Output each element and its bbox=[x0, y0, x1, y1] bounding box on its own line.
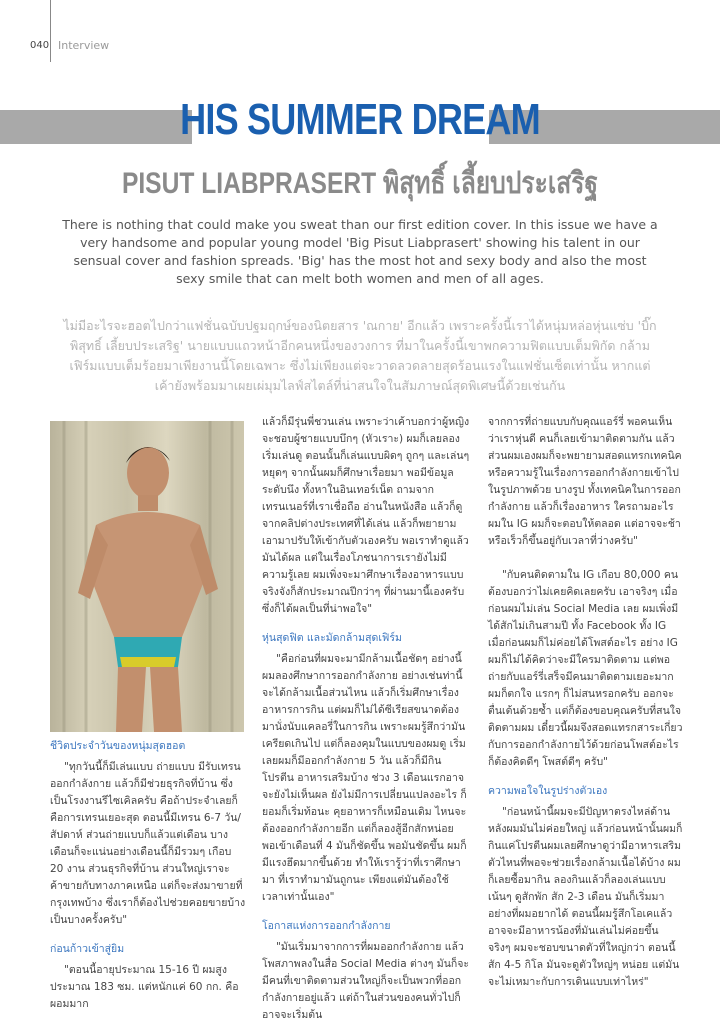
subheading: ก่อนก้าวเข้าสู่ยิม bbox=[50, 943, 125, 955]
column-1 bbox=[50, 738, 246, 1013]
article-title: HIS SUMMER DREAM bbox=[180, 95, 540, 144]
article-subtitle: PISUT LIABPRASERT พิสุทธิ์ เลี้ยบประเสริฐ bbox=[121, 167, 599, 200]
section-label: Interview bbox=[58, 39, 110, 52]
subheading: โอกาสแห่งการออกกำลังกาย bbox=[262, 920, 391, 932]
paragraph: "ก่อนหน้านี้ผมจะมีปัญหาตรงไหล่ด้านหลังผมมันไม่ค่อยใหญ่ แล้วก่อนหน้านั้นผมก็กินแค่โปรตีนผมเลยศึกษาดูว่ามีอาหารเสริมตัวไหนที่พอจะช่วยเรื่องกล้ามเนื้อได้บ้าง ผมก็เลยซื้อมากิน ลองกินแล้วก็ลองเล่นแบบเน้นๆ ดูสักพัก สัก 2-3 เดือน มันก็เริ่มมาอย่างที่ผมอยากได้ ตอนนี้ผมรู้สึกโอเคแล้ว อาจจะมีอาหารน้องที่มันเล่นไม่ค่อยขึ้น จริงๆ ผมจะชอบขนาดตัวที่ใหญ่กว่า ตอนนี้สัก 4-5 กิโล มันจะดูตัวใหญ่ๆ หน่อย แต่มันจะไม่เหมาะกับการเดินแบบเท่าไหร่" bbox=[488, 806, 683, 988]
paragraph: "มันเริ่มมาจากการที่ผมออกกำลังกาย แล้วโพสภาพลงในสื่อ Social Media ต่างๆ มันก็จะมีคนที่เขาติดตามส่วนใหญ่ก็จะเป็นพวกที่ออกกำลังกายอยู่แล้ว แต่ถ้าในส่วนของคนทั่วไปก็อาจจะเริ่มต้น bbox=[262, 941, 470, 1021]
column-3 bbox=[488, 414, 684, 991]
paragraph: แล้วก็มีรุ่นพี่ชวนเล่น เพราะว่าเค้าบอกว่าผู้หญิงจะชอบผู้ชายแบบบึกๆ (หัวเราะ) ผมก็เลยลองเริ่มเล่นดู ตอนนั้นก็เล่นแบบผิดๆ ถูกๆ และเล่นๆ หยุดๆ จากนั้นผมก็ศึกษาเรื่อยมา พอมีข้อมูลระดับนึง ทั้งหาในอินเทอร์เน็ต ถามจากเทรนเนอร์ที่เราเชื่อถือ อ่านในหนังสือ แล้วก็ดูจากคลิปต่างประเทศที่ได้เล่น แล้วก็พยายามเอามาปรับให้เข้ากับตัวเองครับ พอเราทำดูแล้วมันได้ผล แต่ในเรื่องโภชนาการเรายังไม่มีความรู้เลย ผมเพิ่งจะมาศึกษาเรื่องอาหารแบบจริงจังก็สักประมาณปีกว่าๆ ที่ผ่านมานี้เองครับ ซึ่งก็ได้ผลเป็นที่น่าพอใจ" bbox=[262, 416, 470, 615]
intro-english: There is nothing that could make you sweat than our first edition cover. In this issue we have a very handsome and popular young model 'Big Pisut Liabprasert' showing his talent in our sensual cover and fashion spreads. 'Big' has the most hot and sexy body and also the most sexy smile that can melt both women and men of all ages. bbox=[62, 217, 658, 286]
subheading: หุ่นสุดฟิต และมัดกล้ามสุดเฟิร์ม bbox=[262, 632, 402, 644]
page-number: 040 bbox=[30, 40, 50, 51]
paragraph: "ตอนนี้อายุประมาณ 15-16 ปี ผมสูงประมาณ 183 ซม. แต่หนักแค่ 60 กก. คือผอมมาก bbox=[50, 964, 239, 1010]
paragraph: "คือก่อนที่ผมจะมามีกล้ามเนื้อชัดๆ อย่างนี้ ผมลองศึกษาการออกกำลังกาย อย่างเช่นท่านี้จะได้กล้ามเนื้อส่วนไหน แล้วก็เริ่มศึกษาเรื่องอาหารการกิน แต่ผมก็ไม่ได้ซีเรียสขนาดต้องมานั่งนับแคลอรี่ในการกิน เพราะผมรู้สึกว่ามันเครียดเกินไป แต่ก็ลองคุมในแบบของผมดู เริ่มเลยผมก็มีออกกำลังกาย 5 วัน แล้วก็มีกินโปรตีน อาหารเสริมบ้าง ช่วง 3 เดือนแรกอาจจะยังไม่เห็นผล ยังไม่มีการเปลี่ยนแปลงอะไร ก็ยอมก็เริ่มท้อนะ คุยอาหารก็เหมือนเดิม ไหนจะต้องออกกำลังกายอีก แต่ก็ลองสู้อีกสักหน่อย พอเข้าเดือนที่ 4 มันก็ชัดขึ้น พอมันชัดขึ้น ผมก็มีแรงฮึดมากขึ้นด้วย ทำให้เรารู้ว่าที่เราศึกษามา ที่เราทำมามันถูกนะ เพียงแต่มันต้องใช้เวลาเท่านั้นเอง" bbox=[262, 653, 467, 903]
subheading: ความพอใจในรูปร่างตัวเอง bbox=[488, 785, 608, 797]
paragraph: จากการที่ถ่ายแบบกับคุณแอร์รี่ พอคนเห็นว่าเราหุ่นดี คนก็เลยเข้ามาติดตามกัน แล้วส่วนผมเองผมก็จะพยายามสอดแทรกเทคนิค หรือความรู้ในเรื่องการออกกำลังกายเข้าไปในรูปภาพด้วย บางรูป ทั้งเทคนิคในการออกกำลังกาย แล้วก็เรื่องอาหาร ใครถามอะไรผมใน IG ผมก็จะตอบให้ตลอด แต่อาจจะช้าหรือเร็วก็ขึ้นอยู่กับเวลาที่ว่างครับ" bbox=[488, 416, 682, 547]
header-rule bbox=[50, 0, 51, 62]
model-photo bbox=[50, 421, 244, 732]
column-2 bbox=[262, 414, 470, 1024]
paragraph: "กับคนติดตามใน IG เกือบ 80,000 คน ต้องบอกว่าไม่เคยคิดเลยครับ เอาจริงๆ เมื่อก่อนผมไม่เล่น Social Media เลย ผมเพิ่งมีได้สักไม่เกินสามปี ทั้ง Facebook ทั้ง IG เมื่อก่อนผมก็ไม่ค่อยได้โพสต์อะไร อย่าง IG ผมก็ไม่ได้คิดว่าจะมีใครมาติดตาม แต่พอถ่ายกับแอร์รี่เสร็จมีคนมาติดตามเยอะมาก ผมก็ตกใจ แรกๆ ก็ไม่สนหรอกครับ ออกจะตื่นเต้นด้วยซ้ำ แต่ก็ต้องขอบคุณครับที่สนใจติดตามผม เดี๋ยวนี้ผมจึงสอดแทรกสาระเกี่ยวกับการออกกำลังกายไว้ด้วยก่อนโพสต์อะไรก็ต้องคิดดีๆ โพสต์ดีๆ ครับ" bbox=[488, 569, 683, 768]
subheading: ชีวิตประจำวันของหนุ่มสุดฮอต bbox=[50, 740, 186, 752]
paragraph: "ทุกวันนี้ก็มีเล่นแบบ ถ่ายแบบ มีรับเทรนออกกำลังกาย แล้วก็มีช่วยธุรกิจที่บ้าน ซึ่งเป็นโรงงานรีไซเคิลครับ คือถ้าประจำเลยก็คือการเทรนเยอะสุด ตอนนี้มีเทรน 6-7 วัน/สัปดาห์ ส่วนถ่ายแบบก็แล้วแต่เดือน บางเดือนก็จะแน่นอย่างเดือนนี้ก็มีรวมๆ เกือบ 20 งาน ส่วนธุรกิจที่บ้าน ส่วนใหญ่เราจะค้าขายกับทางภาคเหนือ แต่ก็จะส่งมาขายที่กรุงเทพบ้าง ซึ่งเราก็ต้องไปช่วยคอยขายบ้างเป็นบางครั้งครับ" bbox=[50, 761, 246, 926]
intro-thai: ไม่มีอะไรจะฮอตไปกว่าแฟชั่นฉบับปฐมฤกษ์ของนิตยสาร 'ณกาย' อีกแล้ว เพราะครั้งนี้เราได้หนุ่มหล่อหุ่นแซ่บ 'บิ๊ก พิสุทธิ์ เลี้ยบประเสริฐ' นายแบบแถวหน้าอีกคนหนึ่งของวงการ ที่มาในครั้งนี้เขาพกความฟิตแบบเต็มพิกัด กล้ามเฟิร์มแบบเต็มร้อยมาเพียงานนี้โดยเฉพาะ ซึ่งไม่เพียงแต่จะวาดลวดลายสุดร้อนแรงในแฟชั่นเซ็ตเท่านั้น หากแต่เค้ายังพร้อมมาเผยเผ่มุมไลฟ์สไตล์ที่น่าสนใจในสัมภาษณ์สุดพิเศษนี้ด้วยเช่นกัน bbox=[63, 318, 657, 393]
